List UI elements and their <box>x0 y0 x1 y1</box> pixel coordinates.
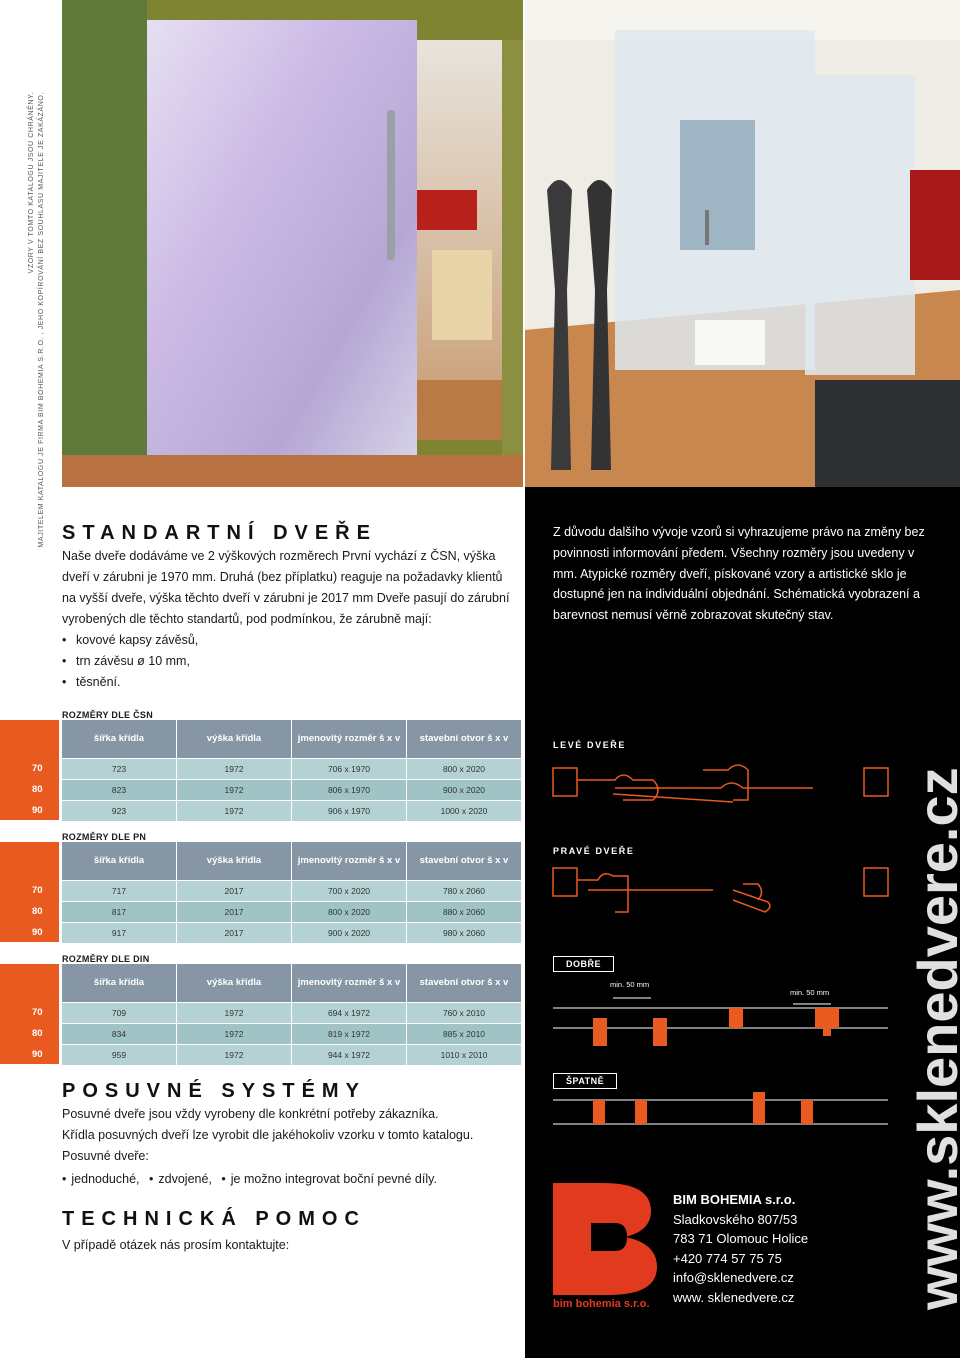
contact-phone[interactable]: +420 774 57 75 75 <box>673 1250 782 1266</box>
posuvne-body <box>62 1104 512 1190</box>
cell: 1972 <box>177 801 292 821</box>
table-din <box>62 964 521 1065</box>
cell: 1972 <box>177 1024 292 1044</box>
table-din-title: ROZMĚRY DLE DIN <box>62 954 150 964</box>
header-cell: šířka křídla <box>62 842 177 880</box>
posuvne-line: Posuvné dveře: <box>62 1149 149 1163</box>
cell: 806 x 1970 <box>292 780 407 800</box>
orange-tab-csn <box>0 720 59 820</box>
row-label: 80 <box>32 906 43 917</box>
standard-paragraph: Naše dveře dodáváme ve 2 výškových rozměrech První vychází z ČSN, výška dveří v zárubni je 1970 mm. Druhá (bez příplatku) reaguje na požadavky klientů na vyšší dveře, výška těchto dveří v zárubni je 2017 mm Dveře pasují do zárubní vyrobených dle těchto standartů, pod podmínkou, že zárubně mají: <box>62 549 510 626</box>
cell: 1010 x 2010 <box>407 1045 521 1065</box>
posuvne-line: Křídla posuvných dveří lze vyrobit dle jakéhokoliv vzorku v tomto katalogu. <box>62 1128 474 1142</box>
table-header <box>62 964 521 1002</box>
standard-bullets <box>62 630 512 693</box>
cell: 1972 <box>177 759 292 779</box>
list-item: • kovové kapsy závěsů, <box>62 630 512 651</box>
row-label: 90 <box>32 927 43 938</box>
cell: 819 x 1972 <box>292 1024 407 1044</box>
table-pn-title: ROZMĚRY DLE PN <box>62 832 147 842</box>
cell: 1000 x 2020 <box>407 801 521 821</box>
left-door-diagram <box>553 760 888 820</box>
posuvne-line: Posuvné dveře jsou vždy vyrobeny dle konkrétní potřeby zákazníka. <box>62 1107 439 1121</box>
min-gap-label-2: min. 50 mm <box>790 988 830 997</box>
row-label: 80 <box>32 784 43 795</box>
table-header <box>62 720 521 758</box>
good-example-diagram <box>553 990 888 1060</box>
table-header <box>62 842 521 880</box>
standard-body <box>62 546 512 693</box>
header-cell: jmenovitý rozměr š x v <box>292 964 407 1002</box>
row-label: 70 <box>32 1007 43 1018</box>
contact-email[interactable]: info@sklenedvere.cz <box>673 1270 794 1285</box>
cell: 906 x 1970 <box>292 801 407 821</box>
bim-bohemia-logo <box>553 1183 658 1295</box>
cell: 700 x 2020 <box>292 881 407 901</box>
cell: 2017 <box>177 902 292 922</box>
cell: 780 x 2060 <box>407 881 521 901</box>
header-cell: jmenovitý rozměr š x v <box>292 842 407 880</box>
orange-tab-pn <box>0 842 59 942</box>
cell: 959 <box>62 1045 177 1065</box>
cell: 706 x 1970 <box>292 759 407 779</box>
header-cell: výška křídla <box>177 964 292 1002</box>
copyright-line-1: VZORY V TOMTO KATALOGU JSOU CHRÁNĚNY. <box>28 92 35 274</box>
cell: 2017 <box>177 923 292 943</box>
cell: 1972 <box>177 1045 292 1065</box>
header-cell: výška křídla <box>177 720 292 758</box>
cell: 1972 <box>177 780 292 800</box>
logo-caption: bim bohemia s.r.o. <box>553 1298 650 1310</box>
cell: 800 x 2020 <box>292 902 407 922</box>
table-csn <box>62 720 521 821</box>
cell: 2017 <box>177 881 292 901</box>
table-row <box>62 759 521 779</box>
contact-street: Sladkovského 807/53 <box>673 1211 798 1227</box>
diagram-right-door-label: PRAVÉ DVEŘE <box>553 846 635 856</box>
cell: 980 x 2060 <box>407 923 521 943</box>
table-pn <box>62 842 521 943</box>
min-gap-label-1: min. 50 mm <box>610 980 650 989</box>
cell: 917 <box>62 923 177 943</box>
photo-glass-door <box>62 0 523 487</box>
header-cell: šířka křídla <box>62 720 177 758</box>
cell: 900 x 2020 <box>407 780 521 800</box>
header-cell: šířka křídla <box>62 964 177 1002</box>
contact-block <box>673 1190 808 1307</box>
good-example-label: DOBŘE <box>553 956 614 972</box>
table-row <box>62 801 521 821</box>
list-item: zdvojené, <box>158 1172 212 1186</box>
cell: 834 <box>62 1024 177 1044</box>
copyright-notice <box>28 92 45 548</box>
row-label: 90 <box>32 1049 43 1060</box>
notice-text: Z důvodu dalšího vývoje vzorů si vyhrazujeme právo na změny bez povinnosti informování předem. Všechny rozměry jsou uvedeny v mm. Atypické rozměry dveří, pískované vzory a artistické sklo je dostupné jen na individuální objednání. Schématická vyobrazení a barevnost nemusí věrně zobrazovat skutečný stav. <box>553 525 925 623</box>
table-row <box>62 780 521 800</box>
cell: 880 x 2060 <box>407 902 521 922</box>
cell: 817 <box>62 902 177 922</box>
cell: 823 <box>62 780 177 800</box>
table-row <box>62 1024 521 1044</box>
table-row <box>62 923 521 943</box>
table-row <box>62 881 521 901</box>
list-item: jednoduché, <box>71 1172 140 1186</box>
cell: 900 x 2020 <box>292 923 407 943</box>
photo-sliding-doors <box>525 0 960 487</box>
cell: 944 x 1972 <box>292 1045 407 1065</box>
cell: 760 x 2010 <box>407 1003 521 1023</box>
bad-example-label: ŠPATNĚ <box>553 1073 617 1089</box>
technicka-title: TECHNICKÁ POMOC <box>62 1208 366 1230</box>
table-csn-title: ROZMĚRY DLE ČSN <box>62 710 154 720</box>
table-row <box>62 902 521 922</box>
header-cell: jmenovitý rozměr š x v <box>292 720 407 758</box>
bad-example-diagram <box>553 1088 888 1138</box>
cell: 717 <box>62 881 177 901</box>
row-label: 70 <box>32 885 43 896</box>
cell: 709 <box>62 1003 177 1023</box>
row-label: 80 <box>32 1028 43 1039</box>
header-cell: stavební otvor š x v <box>419 977 509 988</box>
row-label: 90 <box>32 805 43 816</box>
copyright-line-2: MAJITELEM KATALOGU JE FIRMA BIM BOHEMIA S.R.O. , JEHO KOPÍROVÁNÍ BEZ SOUHLASU MAJITELE JE ZAKÁZÁNO. <box>38 92 45 548</box>
table-row <box>62 1045 521 1065</box>
cell: 723 <box>62 759 177 779</box>
standard-title: STANDARTNÍ DVEŘE <box>62 522 377 544</box>
header-cell: výška křídla <box>177 842 292 880</box>
contact-city: 783 71 Olomouc Holice <box>673 1231 809 1246</box>
list-item: je možno integrovat boční pevné díly. <box>230 1172 437 1186</box>
orange-tab-din <box>0 964 59 1064</box>
posuvne-title: POSUVNÉ SYSTÉMY <box>62 1080 366 1102</box>
list-item: • trn závěsu ø 10 mm, <box>62 651 512 672</box>
header-cell: stavební otvor š x v <box>419 733 509 744</box>
right-door-diagram <box>553 862 888 922</box>
cell: 1972 <box>177 1003 292 1023</box>
company-name: BIM BOHEMIA s.r.o. <box>673 1192 796 1207</box>
list-item: • těsnění. <box>62 672 512 693</box>
diagram-left-door-label: LEVÉ DVEŘE <box>553 740 627 750</box>
cell: 800 x 2020 <box>407 759 521 779</box>
cell: 885 x 2010 <box>407 1024 521 1044</box>
contact-web[interactable]: www. sklenedvere.cz <box>673 1289 795 1305</box>
row-label: 70 <box>32 763 43 774</box>
vertical-url[interactable]: www.sklenedvere.cz <box>906 767 969 1310</box>
posuvne-bullets: • jednoduché, • zdvojené, • je možno integrovat boční pevné díly. <box>62 1172 437 1186</box>
technicka-line: V případě otázek nás prosím kontaktujte: <box>62 1238 290 1252</box>
cell: 694 x 1972 <box>292 1003 407 1023</box>
header-cell: stavební otvor š x v <box>419 855 509 866</box>
table-row <box>62 1003 521 1023</box>
cell: 923 <box>62 801 177 821</box>
